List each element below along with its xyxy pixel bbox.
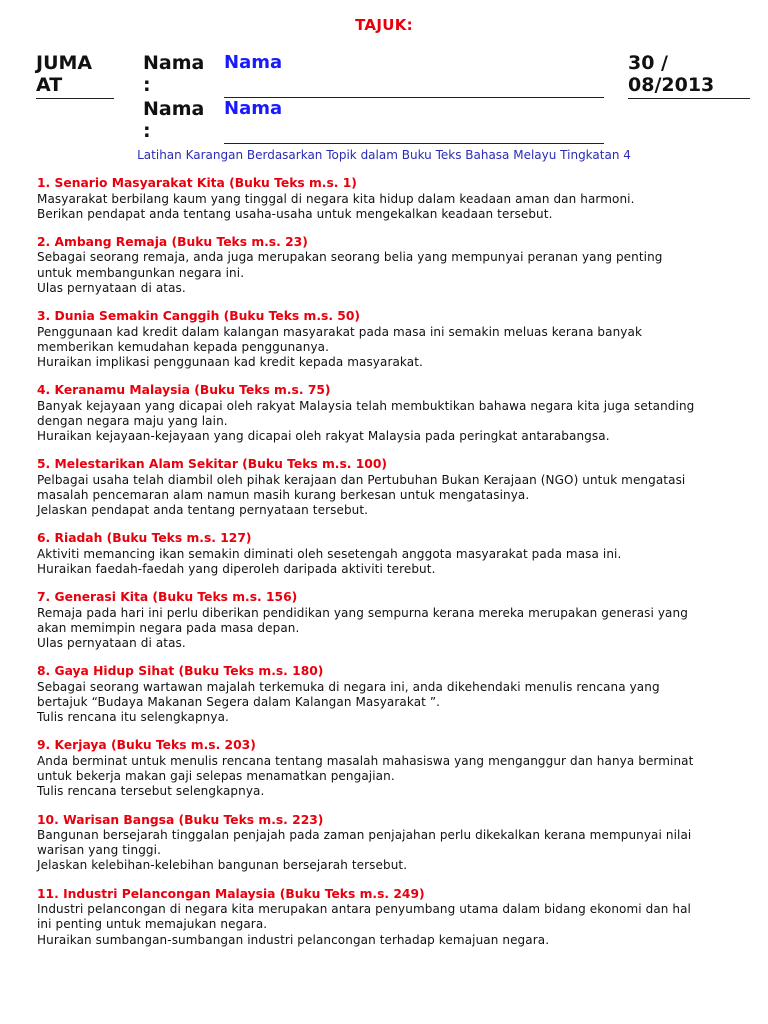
day-line-1: JUMA xyxy=(36,52,93,74)
header xyxy=(0,50,768,146)
name-field-1[interactable]: Nama xyxy=(224,52,604,98)
topic-text-line: untuk bekerja makan gaji selepas menamatkan pengajian. xyxy=(37,769,395,784)
topic-text-line: Remaja pada hari ini perlu diberikan pendidikan yang sempurna kerana mereka merupakan generasi yang xyxy=(37,605,688,620)
topic-text-line: Aktiviti memancing ikan semakin diminati oleh sesetengah anggota masyarakat pada masa ini. xyxy=(37,546,622,561)
topic-title: 8. Gaya Hidup Sihat (Buku Teks m.s. 180) xyxy=(37,664,324,679)
topic-text-line: dengan negara maju yang lain. xyxy=(37,413,228,428)
name-label-1-colon: : xyxy=(143,74,151,96)
topic-text-line: Masyarakat berbilang kaum yang tinggal di negara kita hidup dalam keadaan aman dan harmoni. xyxy=(37,191,635,206)
topic-title: 11. Industri Pelancongan Malaysia (Buku Teks m.s. 249) xyxy=(37,886,425,901)
topic-text-line: Huraikan sumbangan-sumbangan industri pelancongan terhadap kemajuan negara. xyxy=(37,932,550,947)
date-field xyxy=(628,52,750,99)
name-label-2-text: Nama xyxy=(143,98,205,120)
topic-text-line: warisan yang tinggi. xyxy=(37,843,161,858)
topic-item xyxy=(37,738,747,799)
topic-text-line: Ulas pernyataan di atas. xyxy=(37,280,186,295)
topic-item xyxy=(37,457,747,518)
topic-text-line: Penggunaan kad kredit dalam kalangan masyarakat pada masa ini semakin meluas kerana banyak xyxy=(37,324,643,339)
topic-text-line: Jelaskan kelebihan-kelebihan bangunan bersejarah tersebut. xyxy=(37,858,408,873)
topic-item xyxy=(37,590,747,651)
topic-text-line: Jelaskan pendapat anda tentang pernyataan tersebut. xyxy=(37,503,369,518)
topic-text-line: Anda berminat untuk menulis rencana tentang masalah mahasiswa yang menganggur dan hanya berminat xyxy=(37,753,694,768)
date-line-1: 30 / xyxy=(628,52,668,74)
day-line-2: AT xyxy=(36,74,63,96)
name-label-2 xyxy=(143,98,213,142)
topic-title: 7. Generasi Kita (Buku Teks m.s. 156) xyxy=(37,590,298,605)
topic-item xyxy=(37,813,747,874)
topic-title: 9. Kerjaya (Buku Teks m.s. 203) xyxy=(37,738,256,753)
topic-text-line: Tulis rencana tersebut selengkapnya. xyxy=(37,784,265,799)
page-title: TAJUK: xyxy=(355,16,413,34)
name-label-1 xyxy=(143,52,213,96)
day-field xyxy=(36,52,114,99)
topic-text-line: bertajuk “Budaya Makanan Segera dalam Kalangan Masyarakat ”. xyxy=(37,695,441,710)
topic-text-line: Huraikan implikasi penggunaan kad kredit kepada masyarakat. xyxy=(37,354,423,369)
topic-text-line: Ulas pernyataan di atas. xyxy=(37,636,186,651)
topic-text-line: akan memimpin negara pada masa depan. xyxy=(37,620,300,635)
subtitle: Latihan Karangan Berdasarkan Topik dalam Buku Teks Bahasa Melayu Tingkatan 4 xyxy=(137,148,631,162)
topic-title: 1. Senario Masyarakat Kita (Buku Teks m.s. 1) xyxy=(37,176,357,190)
topic-list xyxy=(37,176,747,961)
topic-item xyxy=(37,531,747,577)
name-label-1-text: Nama xyxy=(143,52,205,74)
topic-item xyxy=(37,383,747,444)
topic-text-line: ini penting untuk memajukan negara. xyxy=(37,917,268,932)
topic-text-line: Huraikan faedah-faedah yang diperoleh daripada aktiviti terebut. xyxy=(37,562,436,577)
topic-item xyxy=(37,887,747,948)
topic-item xyxy=(37,235,747,296)
topic-text-line: Sebagai seorang remaja, anda juga merupakan seorang belia yang mempunyai peranan yang penting xyxy=(37,250,663,265)
topic-text-line: Tulis rencana itu selengkapnya. xyxy=(37,710,229,725)
topic-title: 5. Melestarikan Alam Sekitar (Buku Teks m.s. 100) xyxy=(37,457,388,472)
topic-item xyxy=(37,309,747,370)
topic-title: 4. Keranamu Malaysia (Buku Teks m.s. 75) xyxy=(37,383,331,398)
date-line-2: 08/2013 xyxy=(628,74,715,96)
name-label-2-colon: : xyxy=(143,120,151,142)
topic-text-line: memberikan kemudahan kepada penggunanya. xyxy=(37,339,330,354)
topic-text-line: Industri pelancongan di negara kita merupakan antara penyumbang utama dalam bidang ekonomi dan hal xyxy=(37,902,691,917)
topic-item xyxy=(37,176,747,222)
topic-text-line: masalah pencemaran alam namun masih kurang berkesan untuk mengatasinya. xyxy=(37,487,530,502)
topic-text-line: Banyak kejayaan yang dicapai oleh rakyat Malaysia telah membuktikan bahawa negara kita juga setanding xyxy=(37,398,695,413)
name-field-2[interactable]: Nama xyxy=(224,98,604,144)
topic-title: 10. Warisan Bangsa (Buku Teks m.s. 223) xyxy=(37,812,324,827)
topic-text-line: Huraikan kejayaan-kejayaan yang dicapai oleh rakyat Malaysia pada peringkat antarabangsa. xyxy=(37,429,610,444)
topic-title: 3. Dunia Semakin Canggih (Buku Teks m.s. 50) xyxy=(37,309,361,324)
topic-text-line: Bangunan bersejarah tinggalan penjajah pada zaman penjajahan perlu dikekalkan kerana mempunyai nilai xyxy=(37,828,692,843)
topic-text-line: Pelbagai usaha telah diambil oleh pihak kerajaan dan Pertubuhan Bukan Kerajaan (NGO) untuk mengatasi xyxy=(37,472,686,487)
topic-title: 6. Riadah (Buku Teks m.s. 127) xyxy=(37,531,252,546)
topic-text-line: Berikan pendapat anda tentang usaha-usaha untuk mengekalkan keadaan tersebut. xyxy=(37,206,553,221)
topic-title: 2. Ambang Remaja (Buku Teks m.s. 23) xyxy=(37,234,308,249)
topic-text-line: Sebagai seorang wartawan majalah terkemuka di negara ini, anda dikehendaki menulis rencana yang xyxy=(37,679,660,694)
topic-item xyxy=(37,664,747,725)
topic-text-line: untuk membangunkan negara ini. xyxy=(37,265,245,280)
